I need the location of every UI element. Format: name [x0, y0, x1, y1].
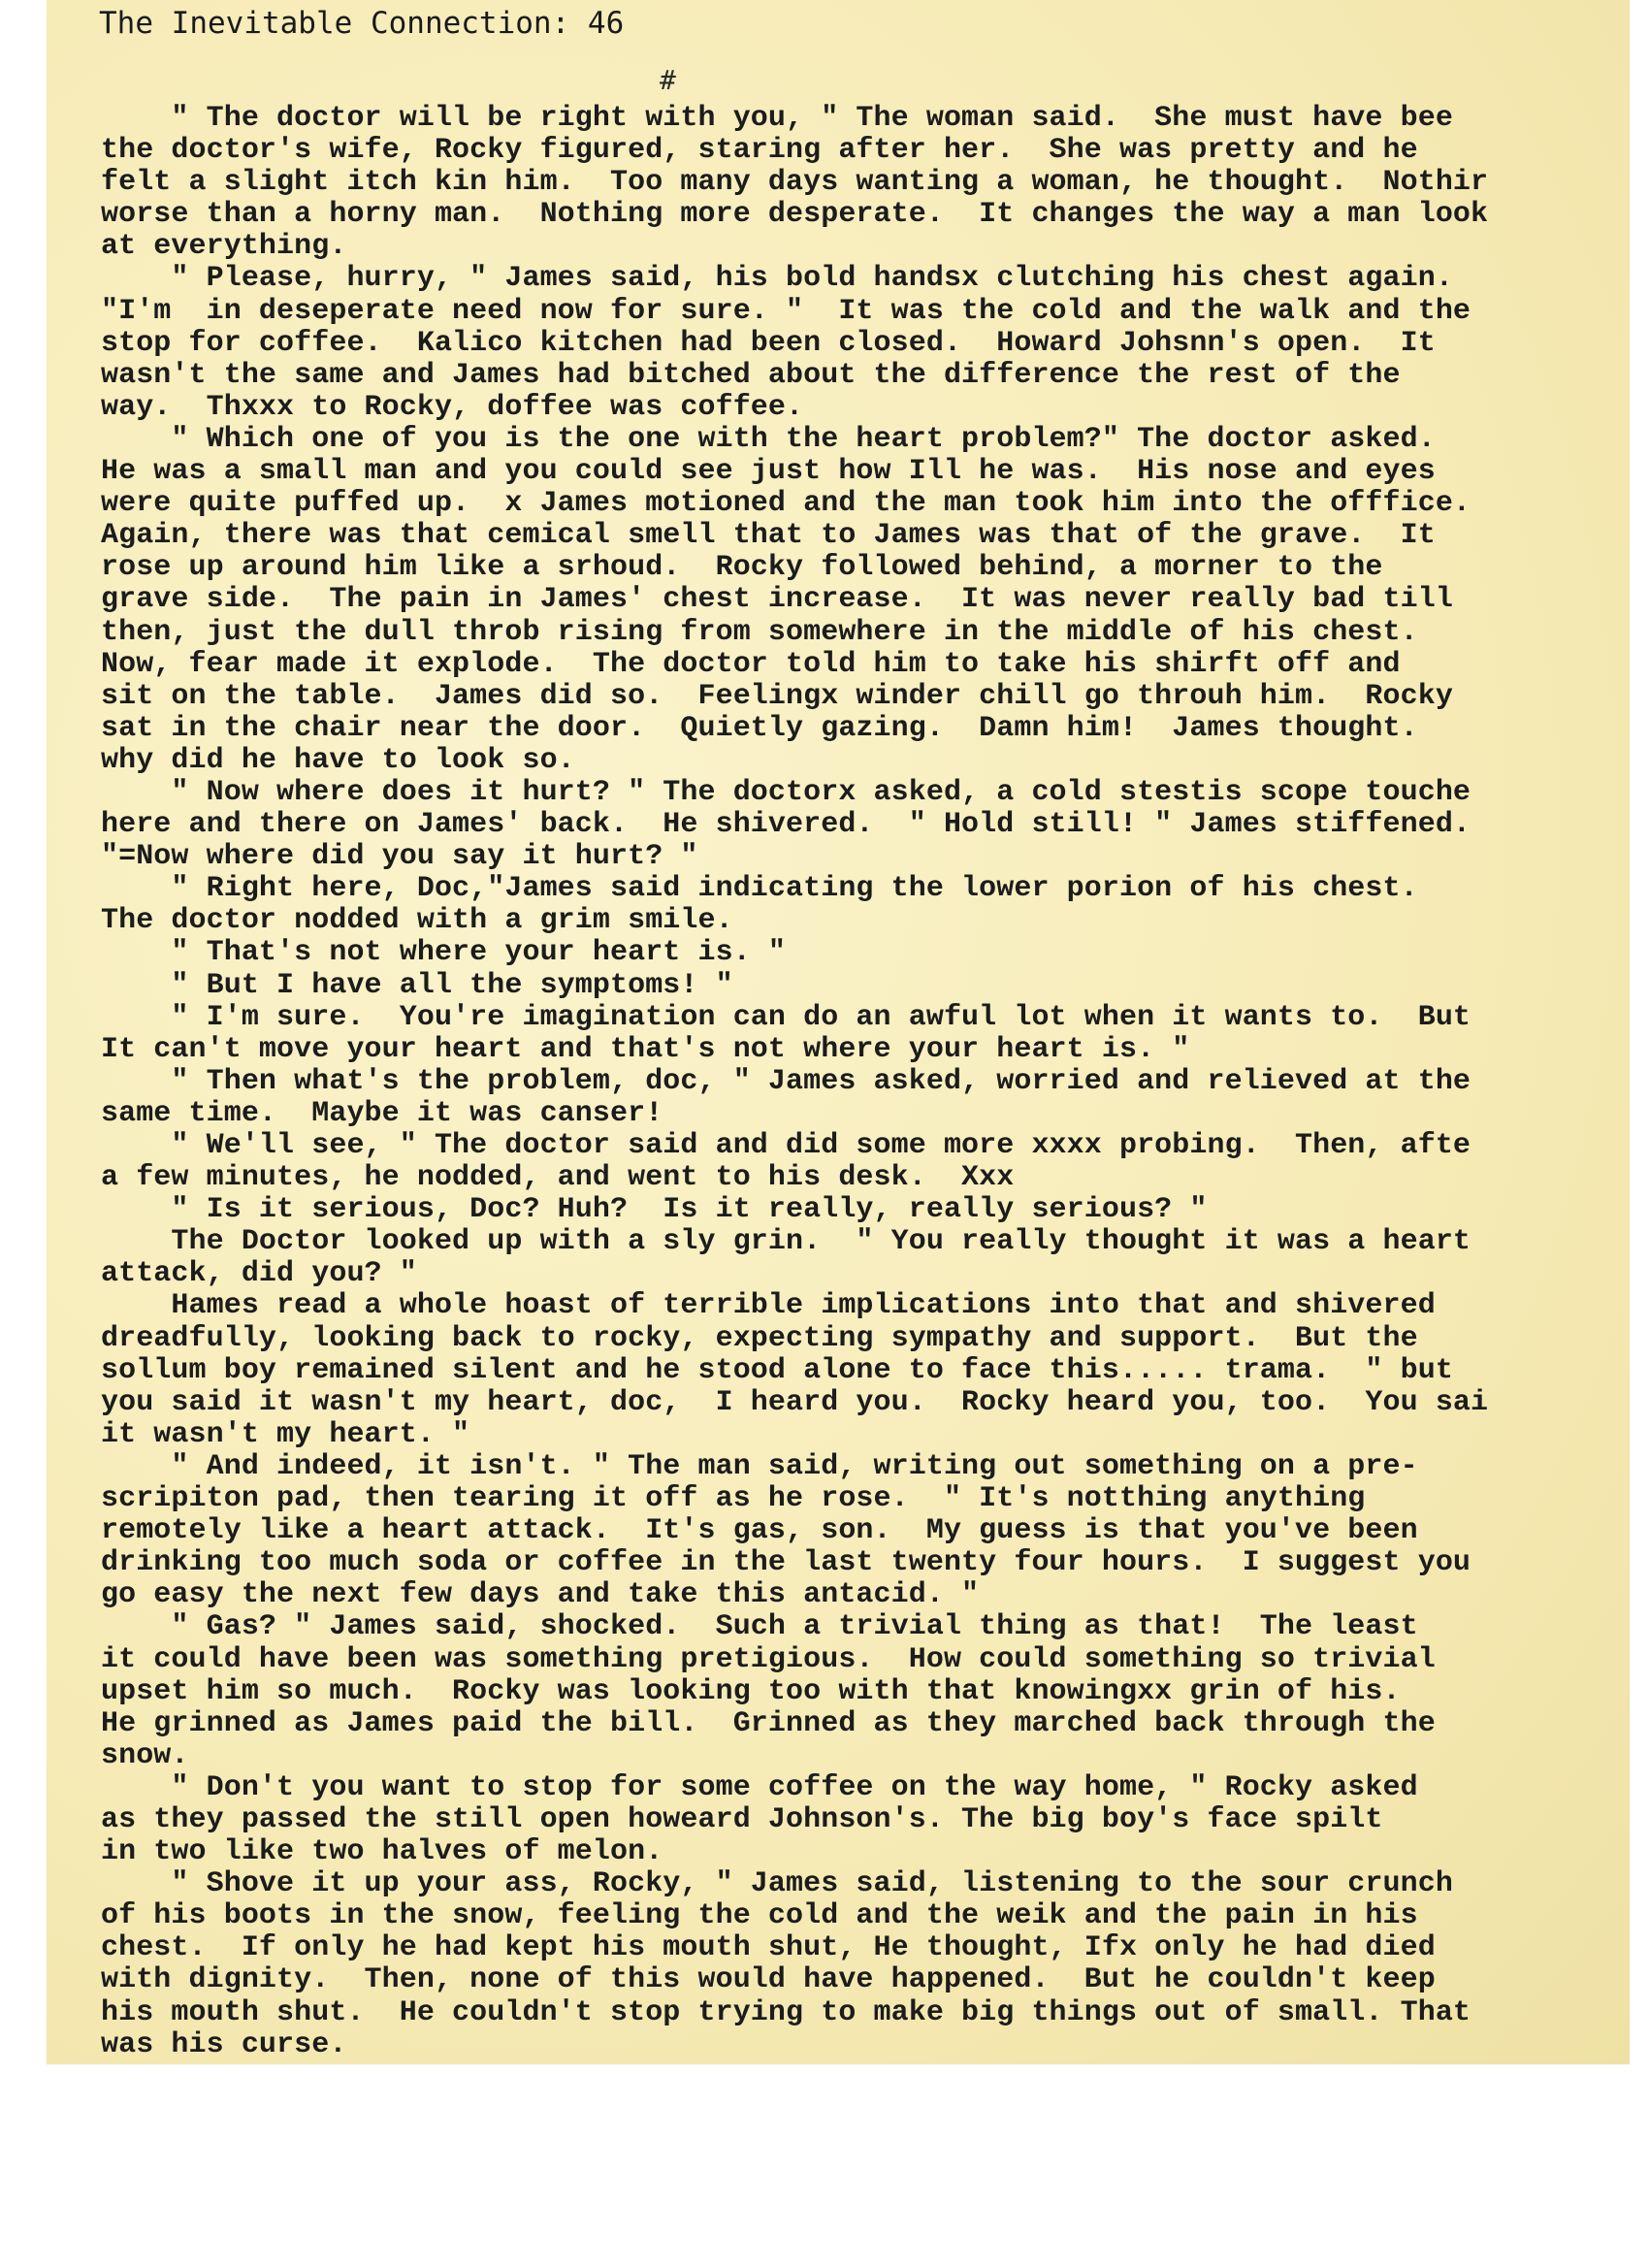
- text-line: Now, fear made it explode. The doctor told him to take his shirft off and: [101, 647, 1401, 681]
- text-line: " Then what's the problem, doc, " James asked, worried and relieved at the: [101, 1064, 1471, 1098]
- page-header: The Inevitable Connection: 46: [99, 6, 625, 41]
- text-line: scripiton pad, then tearing it off as he rose. " It's notthing anything: [101, 1482, 1366, 1516]
- text-line: worse than a horny man. Nothing more desperate. It changes the way a man look: [101, 198, 1489, 232]
- text-line: felt a slight itch kin him. Too many days wanting a woman, he thought. Nothir: [101, 166, 1489, 200]
- text-line: The doctor nodded with a grim smile.: [101, 904, 733, 938]
- text-line: " Please, hurry, " James said, his bold handsx clutching his chest again.: [101, 262, 1453, 296]
- text-line: attack, did you? ": [101, 1257, 417, 1291]
- text-line: snow.: [101, 1738, 189, 1772]
- section-break-mark: #: [660, 64, 676, 96]
- manuscript-body: [101, 103, 1635, 2061]
- text-line: wasn't the same and James had bitched about the difference the rest of the: [101, 358, 1401, 392]
- text-line: " Now where does it hurt? " The doctorx asked, a cold stestis scope touche: [101, 775, 1471, 809]
- text-line: here and there on James' back. He shivered. " Hold still! " James stiffened.: [101, 808, 1471, 842]
- text-line: " Shove it up your ass, Rocky, " James said, listening to the sour crunch: [101, 1867, 1453, 1901]
- text-line: the doctor's wife, Rocky figured, staring after her. She was pretty and he: [101, 134, 1418, 168]
- text-line: Again, there was that cemical smell that to James was that of the grave. It: [101, 519, 1436, 553]
- text-line: " That's not where your heart is. ": [101, 936, 787, 970]
- text-line: " Is it serious, Doc? Huh? Is it really, really serious? ": [101, 1193, 1208, 1227]
- text-line: He grinned as James paid the bill. Grinned as they marched back through the: [101, 1706, 1436, 1740]
- text-line: his mouth shut. He couldn't stop trying to make big things out of small. That: [101, 1995, 1471, 2029]
- text-line: "I'm in deseperate need now for sure. " It was the cold and the walk and the: [101, 294, 1471, 328]
- text-line: " Which one of you is the one with the heart problem?" The doctor asked.: [101, 422, 1436, 456]
- text-line: grave side. The pain in James' chest increase. It was never really bad till: [101, 583, 1453, 617]
- text-line: it could have been was something pretigious. How could something so trivial: [101, 1642, 1436, 1676]
- text-line: " We'll see, " The doctor said and did some more xxxx probing. Then, afte: [101, 1129, 1471, 1162]
- text-line: in two like two halves of melon.: [101, 1835, 663, 1869]
- text-line: as they passed the still open howeard Johnson's. The big boy's face spilt: [101, 1802, 1383, 1836]
- text-line: remotely like a heart attack. It's gas, son. My guess is that you've been: [101, 1514, 1418, 1548]
- text-line: then, just the dull throb rising from somewhere in the middle of his chest.: [101, 615, 1418, 649]
- text-line: " And indeed, it isn't. " The man said, writing out something on a pre-: [101, 1449, 1418, 1483]
- text-line: way. Thxxx to Rocky, doffee was coffee.: [101, 390, 804, 424]
- text-line: were quite puffed up. x James motioned and the man took him into the offfice.: [101, 487, 1471, 521]
- text-line: at everything.: [101, 230, 347, 264]
- text-line: upset him so much. Rocky was looking too with that knowingxx grin of his.: [101, 1674, 1401, 1708]
- text-line: " Don't you want to stop for some coffee on the way home, " Rocky asked: [101, 1770, 1418, 1804]
- text-line: He was a small man and you could see just how Ill he was. His nose and eyes: [101, 455, 1436, 489]
- text-line: chest. If only he had kept his mouth shut, He thought, Ifx only he had died: [101, 1931, 1436, 1965]
- text-line: with dignity. Then, none of this would have happened. But he couldn't keep: [101, 1963, 1436, 1997]
- text-line: " The doctor will be right with you, " The woman said. She must have bee: [101, 103, 1453, 135]
- text-line: rose up around him like a srhoud. Rocky followed behind, a morner to the: [101, 551, 1383, 585]
- text-line: stop for coffee. Kalico kitchen had been closed. Howard Johsnn's open. It: [101, 326, 1436, 360]
- text-line: go easy the next few days and take this antacid. ": [101, 1578, 980, 1612]
- text-line: it wasn't my heart. ": [101, 1417, 470, 1451]
- text-line: why did he have to look so.: [101, 743, 575, 777]
- text-line: " I'm sure. You're imagination can do an awful lot when it wants to. But: [101, 1000, 1471, 1034]
- text-line: It can't move your heart and that's not where your heart is. ": [101, 1032, 1190, 1066]
- text-line: sat in the chair near the door. Quietly gazing. Damn him! James thought.: [101, 711, 1418, 745]
- text-line: a few minutes, he nodded, and went to his desk. Xxx: [101, 1161, 1015, 1195]
- text-line: you said it wasn't my heart, doc, I heard you. Rocky heard you, too. You sai: [101, 1385, 1489, 1419]
- text-line: was his curse.: [101, 2027, 347, 2061]
- text-line: drinking too much soda or coffee in the last twenty four hours. I suggest you: [101, 1546, 1471, 1580]
- text-line: same time. Maybe it was canser!: [101, 1096, 663, 1130]
- text-line: " But I have all the symptoms! ": [101, 968, 733, 1002]
- text-line: "=Now where did you say it hurt? ": [101, 840, 698, 874]
- text-line: of his boots in the snow, feeling the cold and the weik and the pain in his: [101, 1899, 1418, 1933]
- text-line: sollum boy remained silent and he stood alone to face this..... trama. " but: [101, 1353, 1453, 1387]
- text-line: " Gas? " James said, shocked. Such a trivial thing as that! The least: [101, 1610, 1418, 1644]
- text-line: sit on the table. James did so. Feelingx winder chill go throuh him. Rocky: [101, 679, 1453, 713]
- text-line: " Right here, Doc,"James said indicating the lower porion of his chest.: [101, 872, 1418, 906]
- text-line: Hames read a whole hoast of terrible implications into that and shivered: [101, 1289, 1436, 1323]
- text-line: The Doctor looked up with a sly grin. " You really thought it was a heart: [101, 1225, 1471, 1259]
- text-line: dreadfully, looking back to rocky, expecting sympathy and support. But the: [101, 1321, 1418, 1355]
